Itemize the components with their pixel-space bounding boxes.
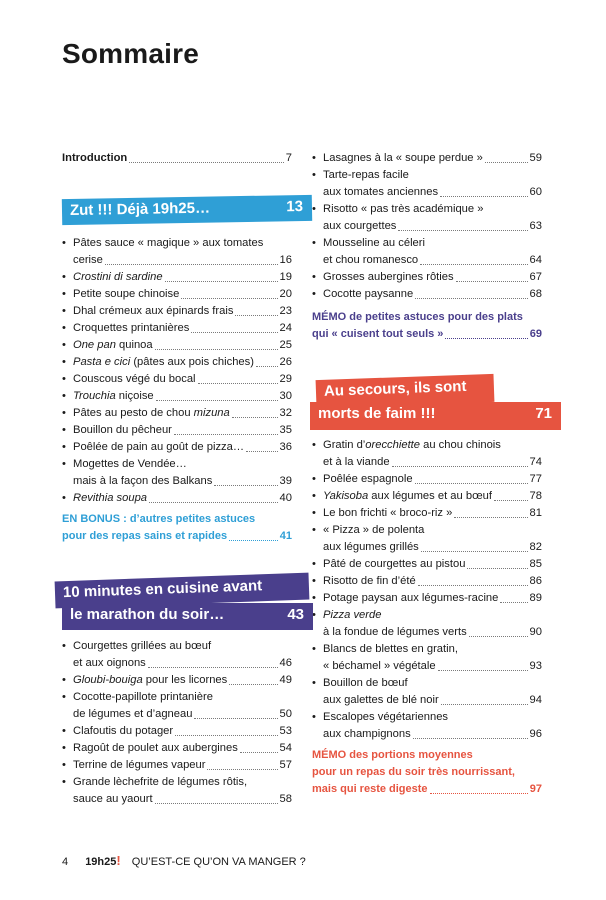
toc-entry-page: 25 [279,339,292,351]
toc-entry[interactable] [62,672,292,689]
toc-entry-text: cerise [73,254,103,266]
footer-page-number: 4 [62,856,69,868]
toc-entry-text: • Pasta e cici (pâtes aux pois chiches) [73,356,254,368]
toc-entry-text: • Ragoût de poulet aux aubergines [73,742,238,754]
toc-entry[interactable] [62,303,292,320]
toc-entry-text: • Bouillon du pêcheur [73,424,172,436]
footer-book-title: QU’EST-CE QU’ON VA MANGER ? [131,856,306,868]
section1-page: 13 [286,197,304,216]
toc-entry-page: 94 [529,694,542,706]
toc-entry-text: • Pâté de courgettes au pistou [323,558,466,570]
toc-entry-text: • Pâtes sauce « magique » aux tomates [73,237,264,249]
section3-banner-line2[interactable] [310,402,561,430]
toc-entry-text: • Potage paysan aux légumes-racine [323,592,499,604]
toc-entry-text: • Pizza verde [323,609,382,621]
toc-entry-page: 24 [279,322,292,334]
toc-entry-page: 78 [529,490,542,502]
toc-entry-page: 90 [529,626,542,638]
toc-entry-page: 58 [279,793,292,805]
toc-entry-page: 82 [529,541,542,553]
toc-entry-page: 40 [279,492,292,504]
toc-entry-text: • Bouillon de bœuf [323,677,408,689]
toc-entry-text: • Clafoutis du potager [73,725,174,737]
toc-entry[interactable] [312,150,542,167]
toc-entry-text: • Risotto « pas très académique » [323,203,484,215]
toc-entry-page: 89 [529,592,542,604]
toc-entry[interactable] [62,723,292,740]
section2-title-line2: le marathon du soir… [70,606,225,623]
toc-entry-text: • Tarte-repas facile [323,169,409,181]
toc-entry-text: • « Pizza » de polenta [323,524,425,536]
toc-entry-text: aux légumes grillés [323,541,419,553]
toc-entry-text: • Cocotte paysanne [323,288,414,300]
toc-entry-text: • Pâtes au pesto de chou mizuna [73,407,230,419]
toc-entry-page: 50 [279,708,292,720]
toc-entry-page: 46 [279,657,292,669]
toc-entry[interactable] [312,488,542,505]
toc-entry[interactable] [312,471,542,488]
section2-page: 43 [287,606,304,623]
toc-entry-text: • Cocotte-papillote printanière [73,691,213,703]
toc-entry-page: 32 [279,407,292,419]
toc-entry[interactable] [312,269,542,286]
toc-entry-text: aux courgettes [323,220,397,232]
toc-entry[interactable] [62,337,292,354]
toc-entry[interactable] [312,641,542,675]
toc-entry-text: aux tomates anciennes [323,186,439,198]
toc-entry-text: • Croquettes printanières [73,322,190,334]
toc-entry-text: • Petite soupe chinoise [73,288,180,300]
section2-memo[interactable]: MÉMO de petites astuces pour des plats qui « cuisent tout seuls » 69 [312,311,542,340]
toc-entry[interactable] [62,422,292,439]
toc-entry[interactable] [312,522,542,556]
toc-entry-text: de légumes et d’agneau [73,708,193,720]
toc-entry-page: 68 [529,288,542,300]
toc-entry[interactable] [62,774,292,808]
toc-entry-page: 60 [529,186,542,198]
toc-entry-page: 74 [529,456,542,468]
toc-entry-text: mais à la façon des Balkans [73,475,213,487]
toc-entry[interactable] [312,709,542,743]
toc-entry[interactable] [312,556,542,573]
section1-title: Zut !!! Déjà 19h25… [69,199,211,220]
section2-banner-line2[interactable] [62,603,313,630]
toc-entry-text: • Crostini di sardine [73,271,163,283]
section3-title-line2: morts de faim !!! [318,405,436,422]
toc-entry-page: 30 [279,390,292,402]
section3-title-line1: Au secours, ils sont [323,377,467,400]
toc-entry[interactable] [62,235,292,269]
toc-entry[interactable] [62,456,292,490]
toc-entry-text: • Yakisoba aux légumes et au bœuf [323,490,492,502]
toc-right-column [312,0,542,900]
toc-entry-text: • Grande lèchefrite de légumes rôtis, [73,776,248,788]
toc-entry-text: sauce au yaourt [73,793,153,805]
toc-entry-page: 85 [529,558,542,570]
toc-entry-text: • Le bon frichti « broco-riz » [323,507,453,519]
toc-entry-page: 96 [529,728,542,740]
toc-entry[interactable] [312,590,542,607]
toc-entry-text: • Mousseline au céleri [323,237,425,249]
toc-entry-text: et aux oignons [73,657,146,669]
section1-banner[interactable] [62,195,312,225]
toc-entry[interactable] [312,573,542,590]
toc-entry[interactable] [312,286,542,303]
toc-entry-page: 64 [529,254,542,266]
toc-entry-page: 20 [279,288,292,300]
page-title: Sommaire [62,38,199,69]
toc-entry-page: 19 [279,271,292,283]
toc-entry[interactable] [312,505,542,522]
toc-entry-page: 36 [279,441,292,453]
toc-entry-page: 81 [529,507,542,519]
toc-entry-text: • Mogettes de Vendée… [73,458,187,470]
toc-entry-text: aux galettes de blé noir [323,694,439,706]
toc-entry[interactable] [62,371,292,388]
toc-entry[interactable] [312,167,542,201]
toc-entry-text: • Risotto de fin d’été [323,575,416,587]
toc-entry-text: « béchamel » végétale [323,660,436,672]
toc-entry-page: 16 [279,254,292,266]
toc-entry-text: • Dhal crémeux aux épinards frais [73,305,234,317]
toc-entry[interactable] [62,490,292,507]
page-footer [62,853,306,868]
footer-logo: 19h25! [85,853,121,868]
toc-entry-text: • Lasagnes à la « soupe perdue » [323,152,483,164]
toc-entry-text: • Terrine de légumes vapeur [73,759,206,771]
toc-entry-page: 67 [529,271,542,283]
toc-entry[interactable] [62,405,292,422]
toc-entry[interactable] [62,689,292,723]
toc-entry[interactable] [62,388,292,405]
toc-entry-text: • Couscous végé du bocal [73,373,196,385]
toc-entry[interactable] [62,439,292,456]
toc-entry-page: 35 [279,424,292,436]
toc-entry-page: 23 [279,305,292,317]
toc-entry[interactable] [62,354,292,371]
toc-entry[interactable] [62,740,292,757]
toc-intro[interactable]: Introduction 7 [62,152,292,164]
toc-entry[interactable] [312,437,542,471]
toc-entry[interactable] [62,269,292,286]
toc-entry-text: et à la viande [323,456,390,468]
section3-page: 71 [535,405,552,422]
toc-entry-page: 63 [529,220,542,232]
toc-entry-page: 53 [279,725,292,737]
toc-entry-text: • Revithia soupa [73,492,148,504]
section3-memo[interactable]: MÉMO des portions moyennes pour un repas du soir très nourrissant, mais qui reste digeste 97 [312,749,542,795]
toc-entry-text: à la fondue de légumes verts [323,626,467,638]
toc-entry[interactable] [312,607,542,641]
toc-entry-page: 54 [279,742,292,754]
toc-entry[interactable] [312,201,542,235]
toc-entry[interactable] [62,286,292,303]
toc-entry-text: • Courgettes grillées au bœuf [73,640,212,652]
toc-entry-text: et chou romanesco [323,254,419,266]
toc-entry-page: 39 [279,475,292,487]
toc-entry-text: • One pan quinoa [73,339,153,351]
toc-entry[interactable] [312,235,542,269]
toc-entry[interactable] [62,757,292,774]
toc-entry-text: • Grosses aubergines rôties [323,271,454,283]
section2-title-line1: 10 minutes en cuisine avant [62,577,263,602]
toc-entry-text: • Trouchia niçoise [73,390,154,402]
toc-entry-page: 26 [279,356,292,368]
toc-entry[interactable] [62,320,292,337]
toc-entry-page: 57 [279,759,292,771]
toc-entry-text: • Poêlée espagnole [323,473,413,485]
toc-entry-page: 77 [529,473,542,485]
toc-entry-text: • Gratin d’orecchiette au chou chinois [323,439,501,451]
section1-bonus[interactable]: EN BONUS : d’autres petites astuces pour des repas sains et rapides 41 [62,513,292,542]
toc-entry[interactable] [62,638,292,672]
toc-entry-page: 93 [529,660,542,672]
toc-entry[interactable] [312,675,542,709]
toc-entry-text: • Blancs de blettes en gratin, [323,643,458,655]
toc-entry-page: 29 [279,373,292,385]
toc-entry-text: • Poêlée de pain au goût de pizza… [73,441,245,453]
toc-entry-text: • Escalopes végétariennes [323,711,449,723]
toc-entry-page: 86 [529,575,542,587]
toc-left-column [62,0,292,900]
toc-entry-page: 49 [279,674,292,686]
toc-entry-text: aux champignons [323,728,411,740]
toc-entry-text: • Gloubi-bouiga pour les licornes [73,674,228,686]
toc-entry-page: 59 [529,152,542,164]
